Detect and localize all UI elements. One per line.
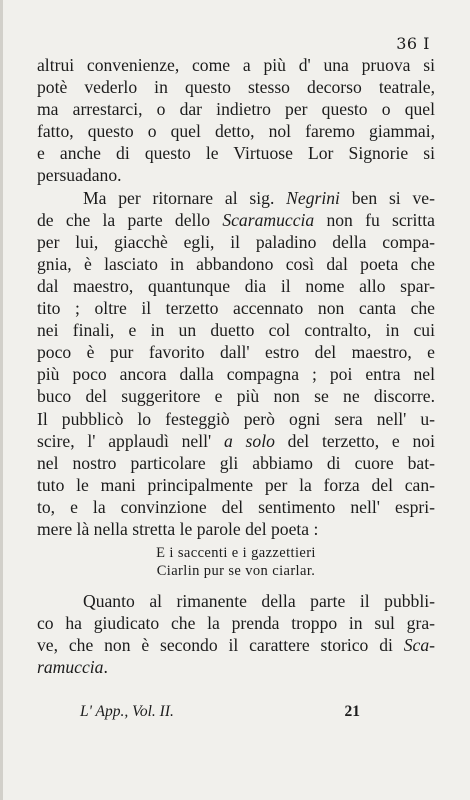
paragraph-1 xyxy=(37,54,435,187)
text-line: tito ; oltre il terzetto accennato non canta che xyxy=(37,298,435,319)
text-line: fatto, questo o quel detto, nol faremo giammai, xyxy=(37,121,435,142)
text-line: mere là nella stretta le parole del poeta : xyxy=(37,518,319,539)
footer-volume-title: L' App., Vol. II. xyxy=(80,703,174,720)
text-line: più poco ancora dalla compagna ; poi entra nel xyxy=(37,364,435,385)
text-line: potè vederlo in questo stesso decorso teatrale, xyxy=(37,77,435,98)
page-footer xyxy=(80,703,360,721)
text-line: buco del suggeritore e più non se ne discorre. xyxy=(37,386,435,407)
paragraph-3 xyxy=(37,590,435,678)
text-line: nei finali, e in un duetto col contralto, in cui xyxy=(37,320,435,341)
text-line: de che la parte dello Scaramuccia non fu scritta xyxy=(37,209,435,230)
text-line: poco è pur favorito dall' estro del maestro, e xyxy=(37,342,435,363)
text-line: gnia, è lasciato in abbandono così dal poeta che xyxy=(37,253,435,274)
text-line: ma arrestarci, o dar indietro per questo o quel xyxy=(37,99,435,120)
text-line: Quanto al rimanente della parte il pubbli- xyxy=(83,591,435,612)
text-line: nel nostro particolare gli abbiamo di cuore bat- xyxy=(37,452,435,473)
text-line: tuto le mani principalmente per la forza del can- xyxy=(37,474,435,495)
text-line: per lui, giacchè egli, il paladino della compa- xyxy=(37,231,435,252)
text-line: to, e la convinzione del sentimento nell' espri- xyxy=(37,496,435,517)
text-line: Il pubblicò lo festeggiò però ogni sera nell' u- xyxy=(37,408,435,429)
text-line: altrui convenienze, come a più d' una pruova si xyxy=(37,55,435,75)
text-line: ve, che non è secondo il carattere storico di Sca- xyxy=(37,635,435,656)
text-line: persuadano. xyxy=(37,165,122,186)
paragraph-2 xyxy=(37,187,435,541)
verse-line: E i saccenti e i gazzettieri xyxy=(156,545,316,562)
page-body xyxy=(37,54,435,678)
text-line: dal maestro, quantunque dia il nome allo spar- xyxy=(37,275,435,296)
signature-mark: 21 xyxy=(344,703,360,720)
verse-line: Ciarlin pur se von ciarlar. xyxy=(156,563,316,580)
text-line: co ha giudicato che la prenda troppo in sul gra- xyxy=(37,613,435,634)
text-line: Ma per ritornare al sig. Negrini ben si ve- xyxy=(83,187,435,208)
text-line: scire, l' applaudì nell' a solo del terzetto, e noi xyxy=(37,430,435,451)
verse-quotation xyxy=(37,544,435,580)
page-number: 36 I xyxy=(396,34,430,53)
text-line: e anche di questo le Virtuose Lor Signorie si xyxy=(37,143,435,164)
text-line: ramuccia. xyxy=(37,657,108,678)
